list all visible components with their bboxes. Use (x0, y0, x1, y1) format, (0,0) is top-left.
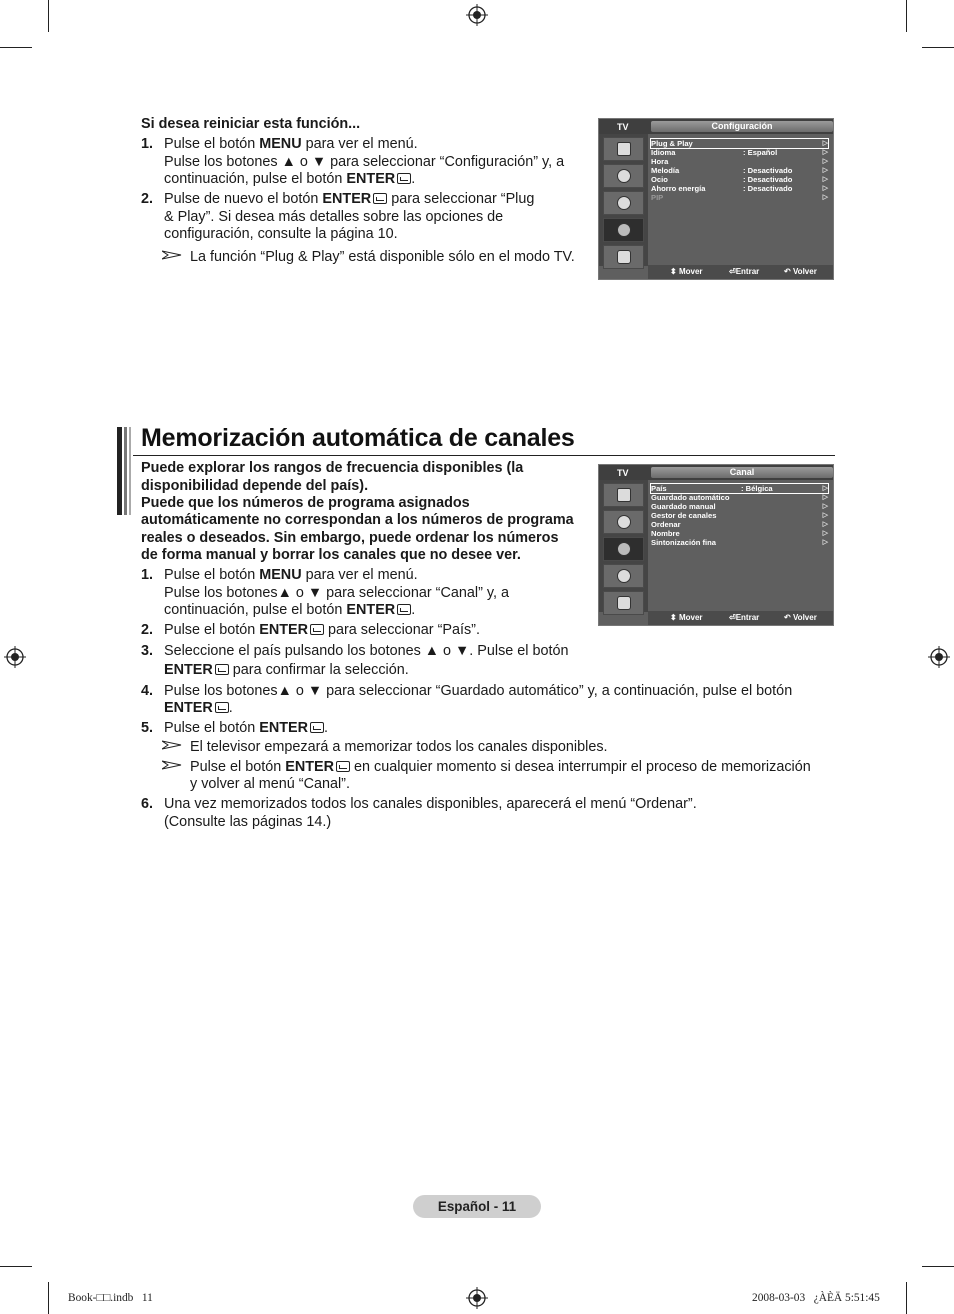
step-number: 2. (141, 622, 154, 638)
step-number: 2. (141, 191, 154, 207)
tv-label: TV (617, 468, 629, 478)
menu-row[interactable]: Idioma : Español ▷ (651, 148, 828, 157)
intro-line: reales o deseados. Sin embargo, puede ordenar los números (141, 530, 559, 546)
crop-mark (48, 0, 49, 32)
page-title: Memorización automática de canales (141, 424, 575, 452)
title-underline (133, 455, 835, 456)
sound-menu-icon[interactable] (603, 164, 644, 188)
menu-row[interactable]: Ahorro energía : Desactivado ▷ (651, 184, 828, 193)
setup-menu-icon[interactable] (603, 564, 644, 588)
move-hint: ⬍ Mover (670, 267, 703, 276)
menu-row[interactable]: Nombre ▷ (651, 529, 828, 538)
step-3-line-2: ENTER para confirmar la selección. (164, 662, 409, 678)
menu-header: Canal (651, 467, 833, 478)
step-3-line-1: Seleccione el país pulsando los botones ▲ o ▼. Pulse el botón (164, 643, 569, 659)
input-menu-icon[interactable] (603, 591, 644, 615)
note-arrow-icon (162, 740, 182, 750)
picture-menu-icon[interactable] (603, 137, 644, 161)
menu-header: Configuración (651, 121, 833, 132)
menu-row[interactable]: Gestor de canales ▷ (651, 511, 828, 520)
menu-sidebar (599, 480, 648, 612)
step-1-line-3: continuación, pulse el botón ENTER . (164, 602, 416, 618)
back-hint: ↶ Volver (784, 613, 817, 622)
step-4-line-2: ENTER . (164, 700, 233, 716)
menu-row[interactable]: Guardado automático ▷ (651, 493, 828, 502)
registration-mark-icon (4, 646, 26, 668)
crop-mark (0, 47, 32, 48)
crop-mark (922, 47, 954, 48)
input-menu-icon[interactable] (603, 245, 644, 269)
intro-line: Puede explorar los rangos de frecuencia disponibles (la (141, 460, 524, 476)
crop-mark (0, 1266, 32, 1267)
enter-icon (397, 173, 411, 184)
intro-line: de forma manual y borrar los canales que no desee ver. (141, 547, 521, 563)
crop-mark (922, 1266, 954, 1267)
step-1-line-3: continuación, pulse el botón ENTER . (164, 171, 416, 187)
reset-heading: Si desea reiniciar esta función... (141, 116, 361, 132)
enter-icon (310, 722, 324, 733)
step-number: 1. (141, 136, 154, 152)
crop-mark (48, 1282, 49, 1314)
step-4-line-1: Pulse los botones▲ o ▼ para seleccionar “Guardado automático” y, a continuación, pulse el botón (164, 683, 793, 699)
enter-icon (215, 664, 229, 675)
step-number: 1. (141, 567, 154, 583)
step-2-line-3: configuración, consulte la página 10. (164, 226, 398, 242)
note-interrupt-line-1: Pulse el botón ENTER en cualquier momento si desea interrumpir el proceso de memorización (190, 759, 811, 775)
setup-menu-icon[interactable] (603, 218, 644, 242)
step-2-line-1: Pulse de nuevo el botón ENTER para seleccionar “Plug (164, 191, 535, 207)
registration-mark-icon (466, 1287, 488, 1309)
intro-line: Puede que los números de programa asignados (141, 495, 470, 511)
menu-row[interactable]: Plug & Play ▷ (651, 139, 828, 148)
registration-mark-icon (466, 4, 488, 26)
step-1-line-2: Pulse los botones▲ o ▼ para seleccionar “Canal” y, a (164, 585, 509, 601)
note-arrow-icon (162, 250, 182, 260)
channel-menu-icon[interactable] (603, 191, 644, 215)
menu-row[interactable]: Melodía : Desactivado ▷ (651, 166, 828, 175)
note-plug-play: La función “Plug & Play” está disponible sólo en el modo TV. (190, 249, 575, 265)
step-number: 3. (141, 643, 154, 659)
enter-icon (310, 624, 324, 635)
intro-line: automáticamente no correspondan a los números de programa (141, 512, 574, 528)
menu-row[interactable]: Hora ▷ (651, 157, 828, 166)
step-number: 5. (141, 720, 154, 736)
crop-mark (906, 1282, 907, 1314)
enter-hint: ⏎Entrar (729, 267, 760, 276)
menu-sidebar (599, 134, 648, 266)
page-number-badge: Español - 11 (413, 1195, 541, 1218)
menu-row[interactable]: Ocio : Desactivado ▷ (651, 175, 828, 184)
note-interrupt-line-2: y volver al menú “Canal”. (190, 776, 350, 792)
menu-row[interactable]: Ordenar ▷ (651, 520, 828, 529)
menu-row[interactable]: País : Bélgica ▷ (651, 484, 828, 493)
menu-row: PIP ▷ (651, 193, 828, 202)
sound-menu-icon[interactable] (603, 510, 644, 534)
step-2-line-2: & Play”. Si desea más detalles sobre las opciones de (164, 209, 504, 225)
note-memorize: El televisor empezará a memorizar todos los canales disponibles. (190, 739, 608, 755)
title-bar-decor (129, 427, 131, 515)
step-5-line-1: Pulse el botón ENTER . (164, 720, 328, 736)
enter-icon (215, 702, 229, 713)
back-hint: ↶ Volver (784, 267, 817, 276)
tv-label: TV (617, 122, 629, 132)
note-arrow-icon (162, 760, 182, 770)
picture-menu-icon[interactable] (603, 483, 644, 507)
menu-row[interactable]: Sintonización fina ▷ (651, 538, 828, 547)
menu-row[interactable]: Guardado manual ▷ (651, 502, 828, 511)
step-6-line-2: (Consulte las páginas 14.) (164, 814, 332, 830)
file-name: Book-□□.indb 11 (68, 1292, 153, 1304)
step-6-line-1: Una vez memorizados todos los canales disponibles, aparecerá el menú “Ordenar”. (164, 796, 697, 812)
step-1-line-1: Pulse el botón MENU para ver el menú. (164, 136, 418, 152)
channel-menu-icon[interactable] (603, 537, 644, 561)
step-number: 4. (141, 683, 154, 699)
step-1-line-1: Pulse el botón MENU para ver el menú. (164, 567, 418, 583)
title-bar-decor (124, 427, 127, 515)
menu-footer (648, 611, 833, 625)
step-number: 6. (141, 796, 154, 812)
tv-menu-configuracion (598, 118, 834, 280)
tv-menu-canal (598, 464, 834, 626)
print-timestamp: 2008-03-03 ¿ÀÈÄ 5:51:45 (752, 1292, 880, 1304)
menu-footer (648, 265, 833, 279)
intro-line: disponibilidad depende del país). (141, 478, 369, 494)
title-bar-decor (117, 427, 122, 515)
enter-icon (373, 193, 387, 204)
step-1-line-2: Pulse los botones ▲ o ▼ para seleccionar “Configuración” y, a (164, 154, 565, 170)
move-hint: ⬍ Mover (670, 613, 703, 622)
enter-icon (397, 604, 411, 615)
crop-mark (906, 0, 907, 32)
step-2-line-1: Pulse el botón ENTER para seleccionar “País”. (164, 622, 480, 638)
enter-hint: ⏎Entrar (729, 613, 760, 622)
registration-mark-icon (928, 646, 950, 668)
enter-icon (336, 761, 350, 772)
